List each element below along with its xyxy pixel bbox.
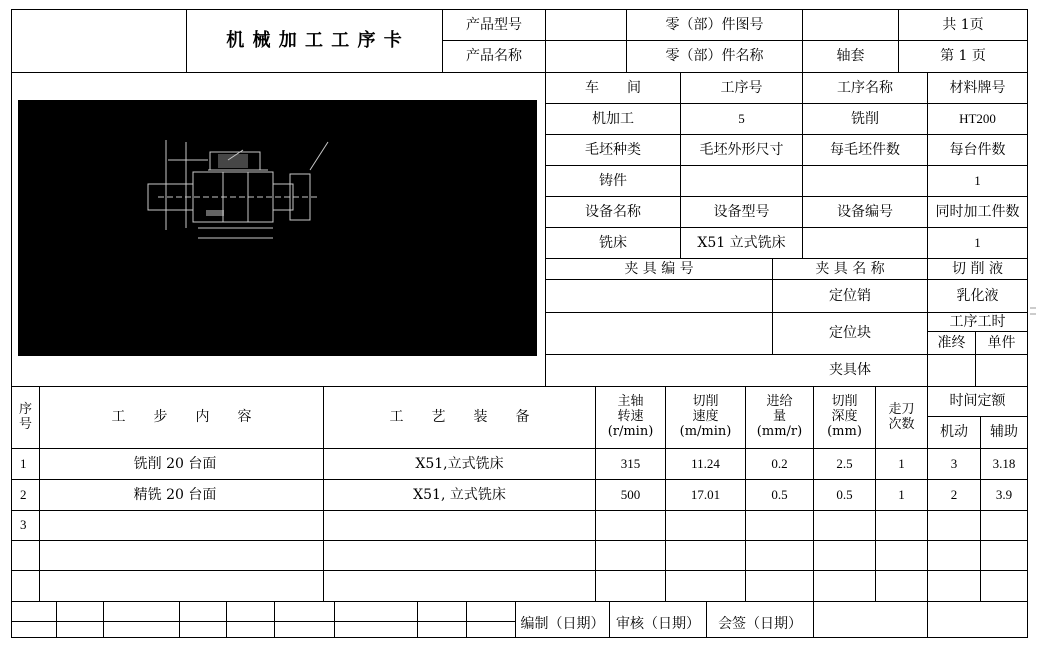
simultaneous-parts-label: 同时加工件数: [935, 203, 1020, 220]
product-name-label: 产品名称: [466, 48, 522, 65]
fixture-name-label: 夹 具 名 称: [815, 260, 885, 277]
equipment-no-label: 设备编号: [837, 203, 893, 220]
fixture-3: 夹具体: [829, 362, 871, 379]
fixture-1: 定位销: [829, 287, 871, 304]
step-speed: 17.01: [690, 486, 721, 502]
unit-time-label: 单件: [987, 334, 1016, 351]
step-feed: 0.5: [771, 486, 788, 502]
step-passes: 1: [898, 486, 905, 502]
material-label: 材料牌号: [949, 79, 1006, 96]
col-seq-header: 序 号: [18, 401, 32, 432]
workshop-label: 车 间: [585, 79, 641, 96]
step-no: 2: [20, 486, 27, 502]
prep-time-label: 准终: [937, 334, 966, 351]
step-machine-time: 3: [950, 455, 958, 471]
step-aux-time: 3.9: [995, 486, 1013, 502]
col-content-header: 工 步 内 容: [111, 409, 252, 426]
step-spindle: 500: [620, 486, 641, 502]
col-time-quota-header: 时间定额: [949, 393, 1006, 410]
part-drawing-image: [18, 100, 537, 356]
blank-type-value: 铸件: [599, 172, 627, 189]
step-speed: 11.24: [691, 455, 720, 471]
step-aux-time: 3.18: [992, 455, 1016, 471]
step-depth: 0.5: [836, 486, 853, 502]
product-name-value: [546, 41, 626, 72]
page-edge-mark: [1030, 300, 1036, 320]
card-title: 机 械 加 工 工 序 卡: [226, 29, 403, 51]
total-pages: 共 1页: [942, 16, 984, 33]
equipment-model-value: X51 立式铣床: [697, 234, 786, 251]
per-machine-label: 每台件数: [949, 141, 1006, 158]
step-feed: 0.2: [771, 455, 788, 471]
step-content: 铣削 20 台面: [133, 455, 217, 472]
op-name-label: 工序名称: [837, 79, 893, 96]
per-blank-label: 每毛坯件数: [830, 141, 900, 158]
countersign-date-label: 会签（日期）: [718, 615, 802, 632]
coolant-label: 切 削 液: [952, 260, 1003, 277]
material-value: HT200: [959, 110, 996, 126]
workshop-value: 机加工: [592, 110, 634, 127]
col-speed-header: 切削 速度 (m/min): [679, 394, 732, 439]
col-depth-header: 切削 深度 (mm): [827, 394, 862, 439]
step-passes: 1: [898, 455, 905, 471]
simultaneous-parts-value: 1: [974, 234, 981, 250]
col-aux-time-header: 辅助: [990, 424, 1018, 441]
col-feed-header: 进给 量 (mm/r): [756, 394, 803, 439]
col-equipment-header: 工 艺 装 备: [389, 409, 530, 426]
per-machine-value: 1: [974, 172, 981, 188]
step-no: 1: [20, 455, 27, 471]
product-model-label: 产品型号: [466, 16, 522, 33]
page-number: 第 1 页: [940, 48, 986, 65]
compiled-date-label: 编制（日期）: [520, 615, 605, 632]
step-equipment: X51,立式铣床: [415, 455, 504, 472]
step-equipment: X51, 立式铣床: [413, 486, 506, 503]
part-sketch: [18, 100, 537, 356]
step-spindle: 315: [620, 455, 641, 471]
op-no-value: 5: [738, 110, 745, 126]
blank-type-label: 毛坯种类: [585, 141, 641, 158]
equipment-name-label: 设备名称: [585, 203, 641, 220]
reviewed-date-label: 审核（日期）: [616, 615, 700, 632]
product-model-value: [546, 10, 626, 40]
op-no-label: 工序号: [720, 79, 763, 96]
step-machine-time: 2: [950, 486, 958, 502]
equipment-name-value: 铣床: [599, 234, 627, 251]
op-time-label: 工序工时: [949, 313, 1006, 330]
step-depth: 2.5: [836, 455, 853, 471]
step-no: 3: [20, 517, 27, 533]
fixture-2: 定位块: [829, 325, 871, 342]
equipment-model-label: 设备型号: [713, 203, 770, 220]
col-spindle-header: 主轴 转速 (r/min): [607, 394, 654, 439]
part-drawing-no-label: 零（部）件图号: [665, 16, 764, 33]
part-name-label: 零（部）件名称: [665, 48, 764, 65]
col-machine-time-header: 机动: [940, 424, 968, 441]
op-name-value: 铣削: [851, 110, 879, 127]
fixture-no-label: 夹 具 编 号: [624, 260, 694, 277]
step-content: 精铣 20 台面: [133, 486, 217, 503]
blank-size-label: 毛坯外形尺寸: [699, 141, 784, 158]
col-passes-header: 走刀 次数: [888, 401, 915, 432]
coolant-value: 乳化液: [956, 287, 999, 304]
part-name-value: 轴套: [836, 48, 865, 65]
